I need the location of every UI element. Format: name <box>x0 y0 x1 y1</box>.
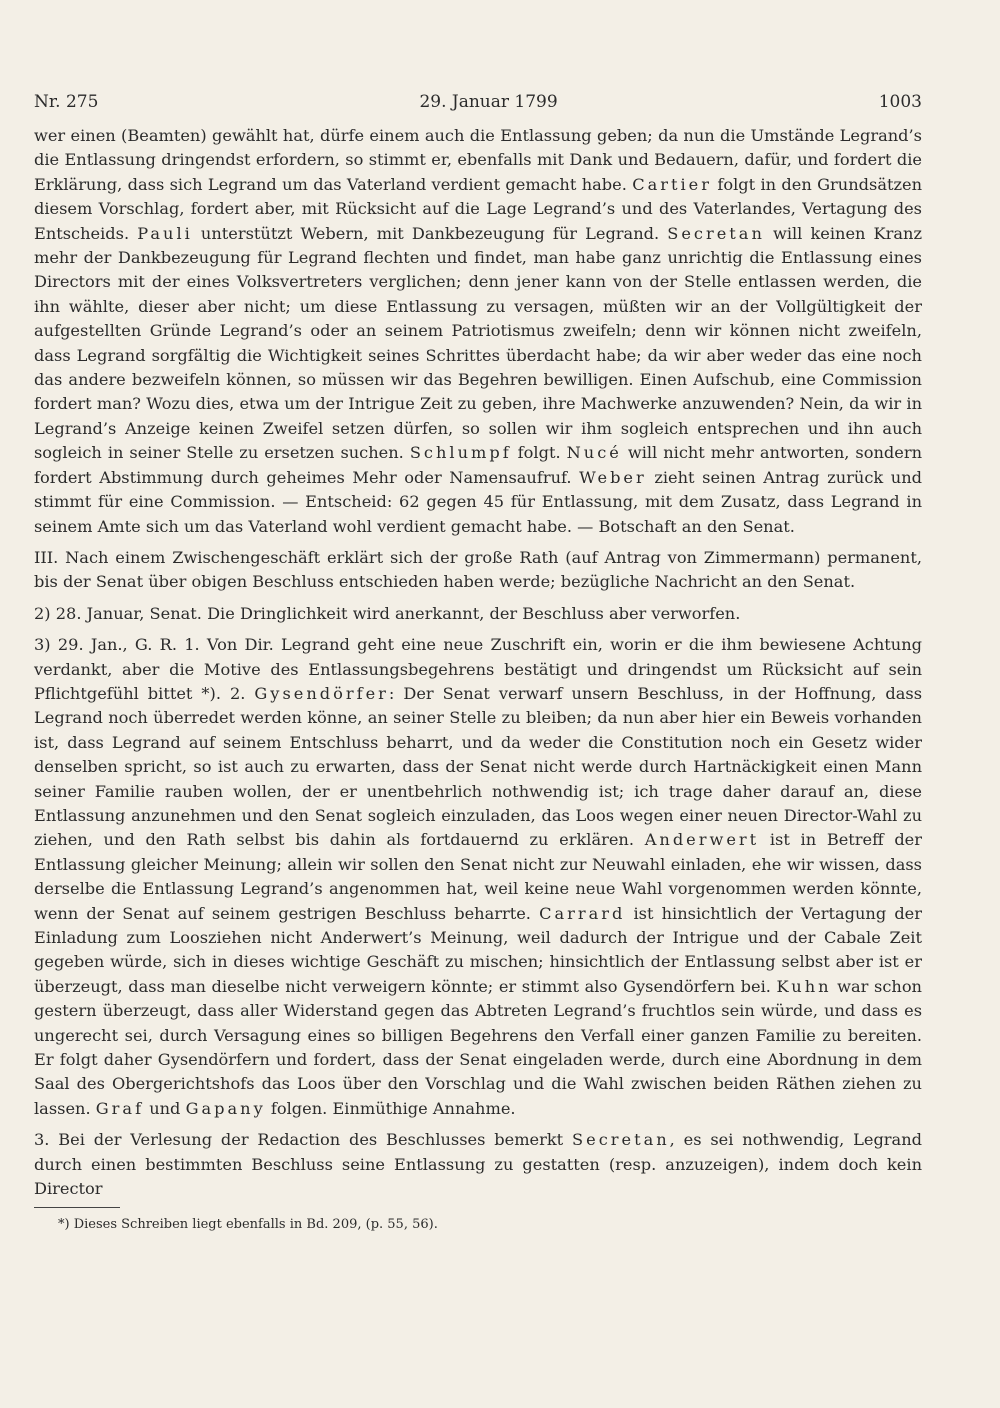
paragraph <box>34 124 922 539</box>
text-run: folgen. Einmüthige Annahme. <box>265 1098 516 1118</box>
paragraph <box>34 546 922 595</box>
text-run: will nicht mehr antworten, sondern fordert Abstimmung durch geheimes Mehr oder Namensaufruf. <box>34 443 923 487</box>
speaker-name: Gapany <box>185 1098 266 1118</box>
text-run: 3) 29. Jan., G. R. 1. Von Dir. Legrand geht eine neue Zuschrift ein, worin er die ihm bewiesene Achtung verdankt, aber die Motive des Entlassungsbegehrens bestätigt und dringendst um Rücksicht auf sein Pflichtgefühl bittet *). 2. <box>34 635 922 703</box>
speaker-name: Secretan <box>572 1130 670 1150</box>
speaker-name: Graf <box>95 1098 145 1118</box>
running-header <box>34 92 922 112</box>
footnote-rule <box>34 1207 120 1208</box>
speaker-name: Anderwert <box>644 830 760 850</box>
text-run: : Der Senat verwarf unsern Beschluss, in der Hoffnung, dass Legrand noch überredet werden könne, an seiner Stelle zu bleiben; da nun aber hier ein Beweis vorhanden ist, dass Legrand auf seinem Entschluss beharrt, und da weder die Constitution noch ein Gesetz wider denselben spricht, so ist auch zu erwarten, dass der Senat nicht werde durch Hartnäckigkeit einen Mann seiner Familie rauben wollen, der er unentbehrlich nothwendig ist; ich trage daher darauf an, diese Entlassung anzunehmen und den Senat sogleich einzuladen, das Loos wegen einer neuen Director-Wahl zu ziehen, und den Rath selbst bis dahin als fortdauernd zu erklären. <box>34 683 923 850</box>
speaker-name: Schlumpf <box>409 443 512 463</box>
text-run: ist in Betreff der Entlassung gleicher Meinung; allein wir sollen den Senat nicht zur Neuwahl einladen, ehe wir wissen, dass derselbe die Entlassung Legrand’s angenommen hat, weil keine neue Wahl vorgenommen werden könnte, wenn der Senat auf seinem gestrigen Beschluss beharrte. <box>34 830 922 923</box>
speaker-name: Weber <box>579 467 647 487</box>
speaker-name: Kuhn <box>776 976 832 996</box>
paragraph <box>34 602 922 626</box>
text-run: wer einen (Beamten) gewählt hat, dürfe einem auch die Entlassung geben; da nun die Umstände Legrand’s die Entlassung dringendst erfordern, so stimmt er, ebenfalls mit Dank und Bedauern, dafür, und fordert die Erklärung, dass sich Legrand um das Vaterland verdient gemacht habe. <box>34 126 922 194</box>
text-run: ist hinsichtlich der Vertagung der Einladung zum Loosziehen nicht Anderwert’s Meinung, weil dadurch der Intrigue und der Cabale Zeit gegeben würde, sich in dieses wichtige Geschäft zu mischen; hinsichtlich der Entlassung selbst aber ist er überzeugt, dass man dieselbe nicht verweigern könnte; er stimmt also Gysendörfern bei. <box>34 903 922 996</box>
speaker-name: Secretan <box>667 223 765 243</box>
text-run: unterstützt Webern, mit Dankbezeugung für Legrand. <box>192 223 668 243</box>
text-run: zieht seinen Antrag zurück und stimmt für eine Commission. — Entscheid: 62 gegen 45 für Entlassung, mit dem Zusatz, dass Legrand in seinem Amte sich um das Vaterland wohl verdient gemacht habe. — Botschaft an den Senat. <box>34 467 923 536</box>
text-run: war schon gestern überzeugt, dass aller Widerstand gegen das Abtreten Legrand’s fruchtlos sein würde, und dass es ungerecht sei, durch Versagung eines so billigen Begehrens den Verfall einer ganzen Familie zu bereiten. Er folgt daher Gysendörfern und fordert, dass der Senat eingeladen werde, durch eine Abordnung in dem Saal des Obergerichtshofs das Loos über den Vorschlag und die Wahl zwischen beiden Räthen ziehen zu lassen. <box>34 976 922 1118</box>
speaker-name: Gysendörfer <box>254 683 389 703</box>
speaker-name: Cartier <box>632 174 712 194</box>
text-run: und <box>144 1098 186 1118</box>
body-text <box>34 124 922 1201</box>
paragraph <box>34 633 922 1121</box>
speaker-name: Nucé <box>566 443 622 463</box>
text-run: 2) 28. Januar, Senat. Die Dringlichkeit wird anerkannt, der Beschluss aber verworfen. <box>34 603 741 623</box>
header-date: 29. Januar 1799 <box>419 92 558 112</box>
text-run: will keinen Kranz mehr der Dankbezeugung für Legrand flechten und findet, man habe ganz unrichtig die Entlassung eines Directors mit der eines Volksvertreters verglichen; denn jener kann von der Stelle entlassen werden, die ihn wählte, dieser aber nicht; um diese Entlassung zu versagen, müßten wir an der Vollgültigkeit der aufgestellten Gründe Legrand’s oder an seinem Patriotismus zweifeln; denn wir können nicht zweifeln, dass Legrand sorgfältig die Wichtigkeit seines Schrittes überdacht habe; da wir aber weder das eine noch das andere bezweifeln können, so müssen wir das Begehren bewilligen. Einen Aufschub, eine Commission fordert man? Wozu dies, etwa um der Intrigue Zeit zu geben, ihre Machwerke anzuwenden? Nein, da wir in Legrand’s Anzeige keinen Zweifel setzen dürfen, so sollen wir ihm sogleich entsprechen und ihn auch sogleich in seiner Stelle zu ersetzen suchen. <box>34 223 922 463</box>
text-run: folgt. <box>511 443 567 463</box>
page-number: 1003 <box>878 92 922 112</box>
footnote: *) Dieses Schreiben liegt ebenfalls in Bd. 209, (p. 55, 56). <box>58 1217 438 1233</box>
speaker-name: Carrard <box>539 903 626 923</box>
speaker-name: Pauli <box>137 223 193 243</box>
paragraph <box>34 1128 922 1201</box>
text-run: folgt in den Grundsätzen diesem Vorschlag, fordert aber, mit Rücksicht auf die Lage Legrand’s und des Vaterlandes, Vertagung des Entscheids. <box>34 174 923 243</box>
document-number: Nr. 275 <box>34 92 99 112</box>
text-run: 3. Bei der Verlesung der Redaction des Beschlusses bemerkt <box>34 1130 573 1150</box>
text-run: III. Nach einem Zwischengeschäft erklärt sich der große Rath (auf Antrag von Zimmermann) permanent, bis der Senat über obigen Beschluss entschieden haben werde; bezügliche Nachricht an den Senat. <box>34 547 922 592</box>
text-run: , es sei nothwendig, Legrand durch einen bestimmten Beschluss seine Entlassung zu gestatten (resp. anzuzeigen), indem doch kein Director <box>34 1130 922 1199</box>
